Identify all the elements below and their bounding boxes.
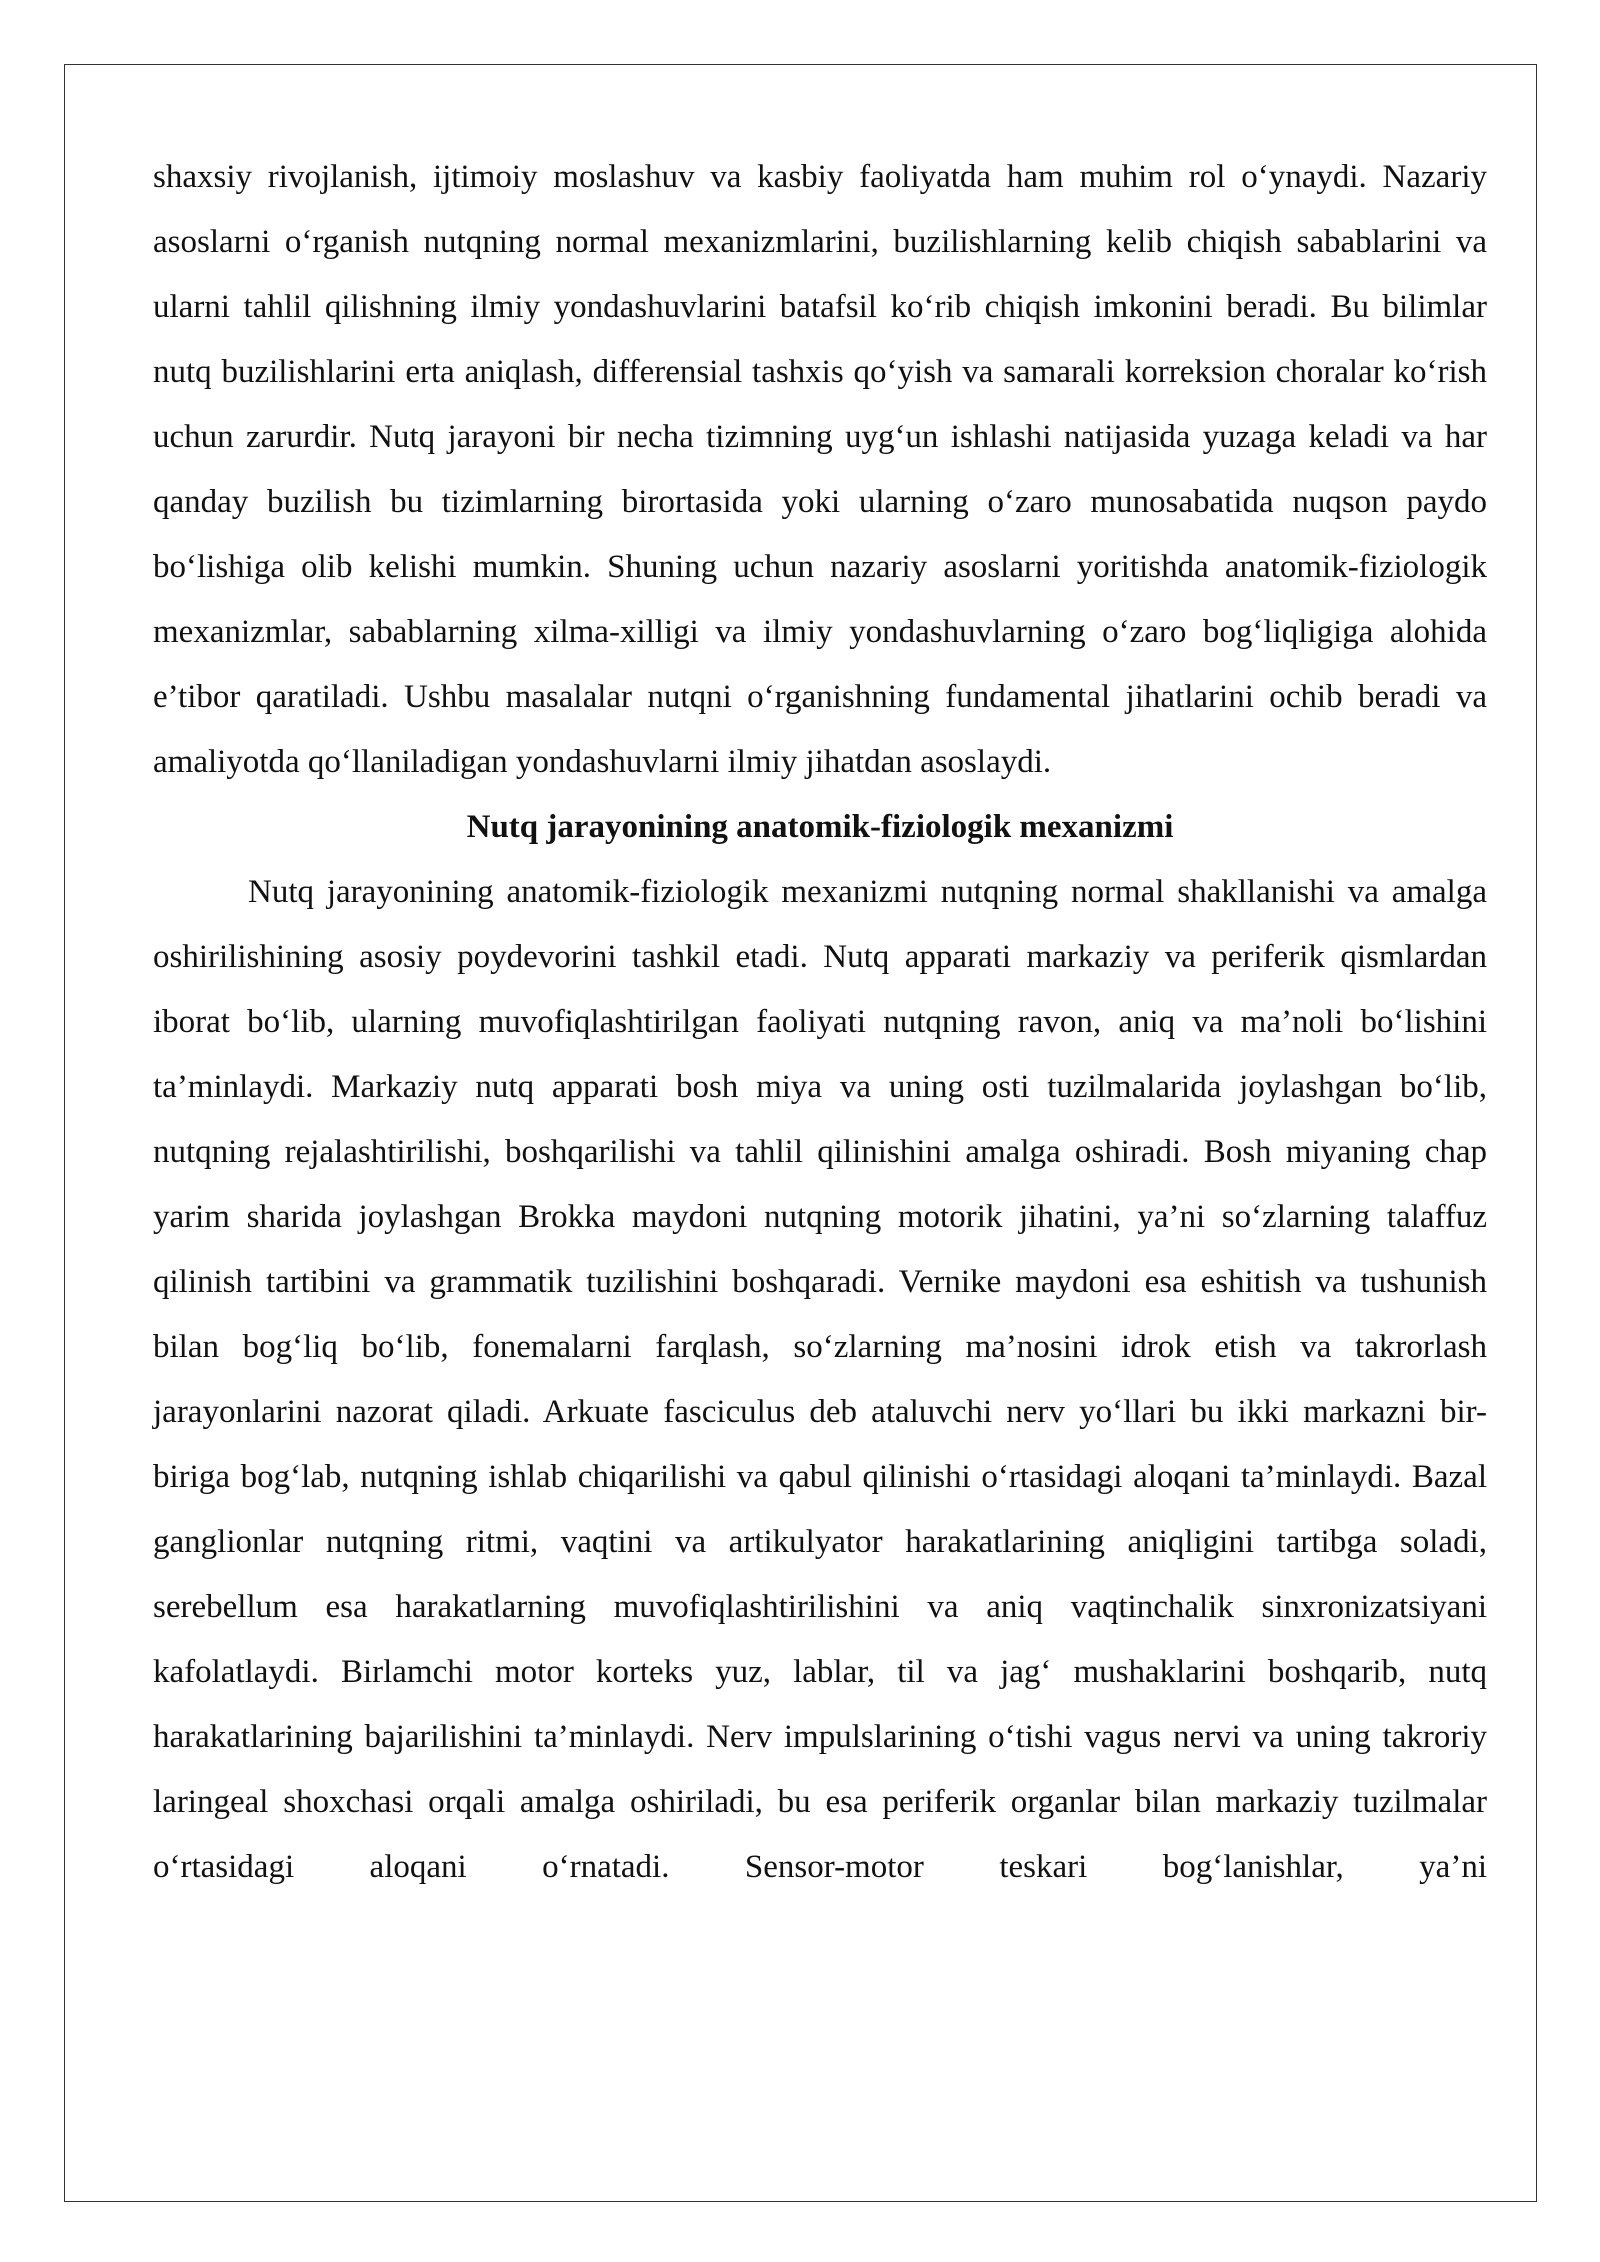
paragraph-anatomy: Nutq jarayonining anatomik-fiziologik mexanizmi nutqning normal shakllanishi va amalga oshirilishining asosiy poydevorini tashkil etadi. Nutq apparati markaziy va periferik qismlardan iborat bo‘lib, ularning muvofiqlashtirilgan faoliyati nutqning ravon, aniq va ma’noli bo‘lishini ta’minlaydi. Markaziy nutq apparati bosh miya va uning osti tuzilmalarida joylashgan bo‘lib, nutqning rejalashtirilishi, boshqarilishi va tahlil qilinishini amalga oshiradi. Bosh miyaning chap yarim sharida joylashgan Brokka maydoni nutqning motorik jihatini, ya’ni so‘zlarning talaffuz qilinish tartibini va grammatik tuzilishini boshqaradi. Vernike maydoni esa eshitish va tushunish bilan bog‘liq bo‘lib, fonemalarni farqlash, so‘zlarning ma’nosini idrok etish va takrorlash jarayonlarini nazorat qiladi. Arkuate fasciculus deb ataluvchi nerv yo‘llari bu ikki markazni bir-biriga bog‘lab, nutqning ishlab chiqarilishi va qabul qilinishi o‘rtasidagi aloqani ta’minlaydi. Bazal ganglionlar nutqning ritmi, vaqtini va artikulyator harakatlarining aniqligini tartibga soladi, serebellum esa harakatlarning muvofiqlashtirilishini va aniq vaqtinchalik sinxronizatsiyani kafolatlaydi. Birlamchi motor korteks yuz, lablar, til va jag‘ mushaklarini boshqarib, nutq harakatlarining bajarilishini ta’minlaydi. Nerv impulslarining o‘tishi vagus nervi va uning takroriy laringeal shoxchasi orqali amalga oshiriladi, bu esa periferik organlar bilan markaziy tuzilmalar o‘rtasidagi aloqani o‘rnatadi. Sensor-motor teskari bog‘lanishlar, ya’ni (153, 874, 1487, 1885)
paragraph-intro-continued: shaxsiy rivojlanish, ijtimoiy moslashuv va kasbiy faoliyatda ham muhim rol o‘ynaydi. Nazariy asoslarni o‘rganish nutqning normal mexanizmlarini, buzilishlarning kelib chiqish sabablarini va ularni tahlil qilishning ilmiy yondashuvlarini batafsil ko‘rib chiqish imkonini beradi. Bu bilimlar nutq buzilishlarini erta aniqlash, differensial tashxis qo‘yish va samarali korreksion choralar ko‘rish uchun zarurdir. Nutq jarayoni bir necha tizimning uyg‘un ishlashi natijasida yuzaga keladi va har qanday buzilish bu tizimlarning birortasida yoki ularning o‘zaro munosabatida nuqson paydo bo‘lishiga olib kelishi mumkin. Shuning uchun nazariy asoslarni yoritishda anatomik-fiziologik mexanizmlar, sabablarning xilma-xilligi va ilmiy yondashuvlarning o‘zaro bog‘liqligiga alohida e’tibor qaratiladi. Ushbu masalalar nutqni o‘rganishning fundamental jihatlarini ochib beradi va amaliyotda qo‘llaniladigan yondashuvlarni ilmiy jihatdan asoslaydi. (153, 159, 1487, 780)
document-body (153, 145, 1487, 1900)
section-heading: Nutq jarayonining anatomik-fiziologik mexanizmi (466, 809, 1174, 845)
